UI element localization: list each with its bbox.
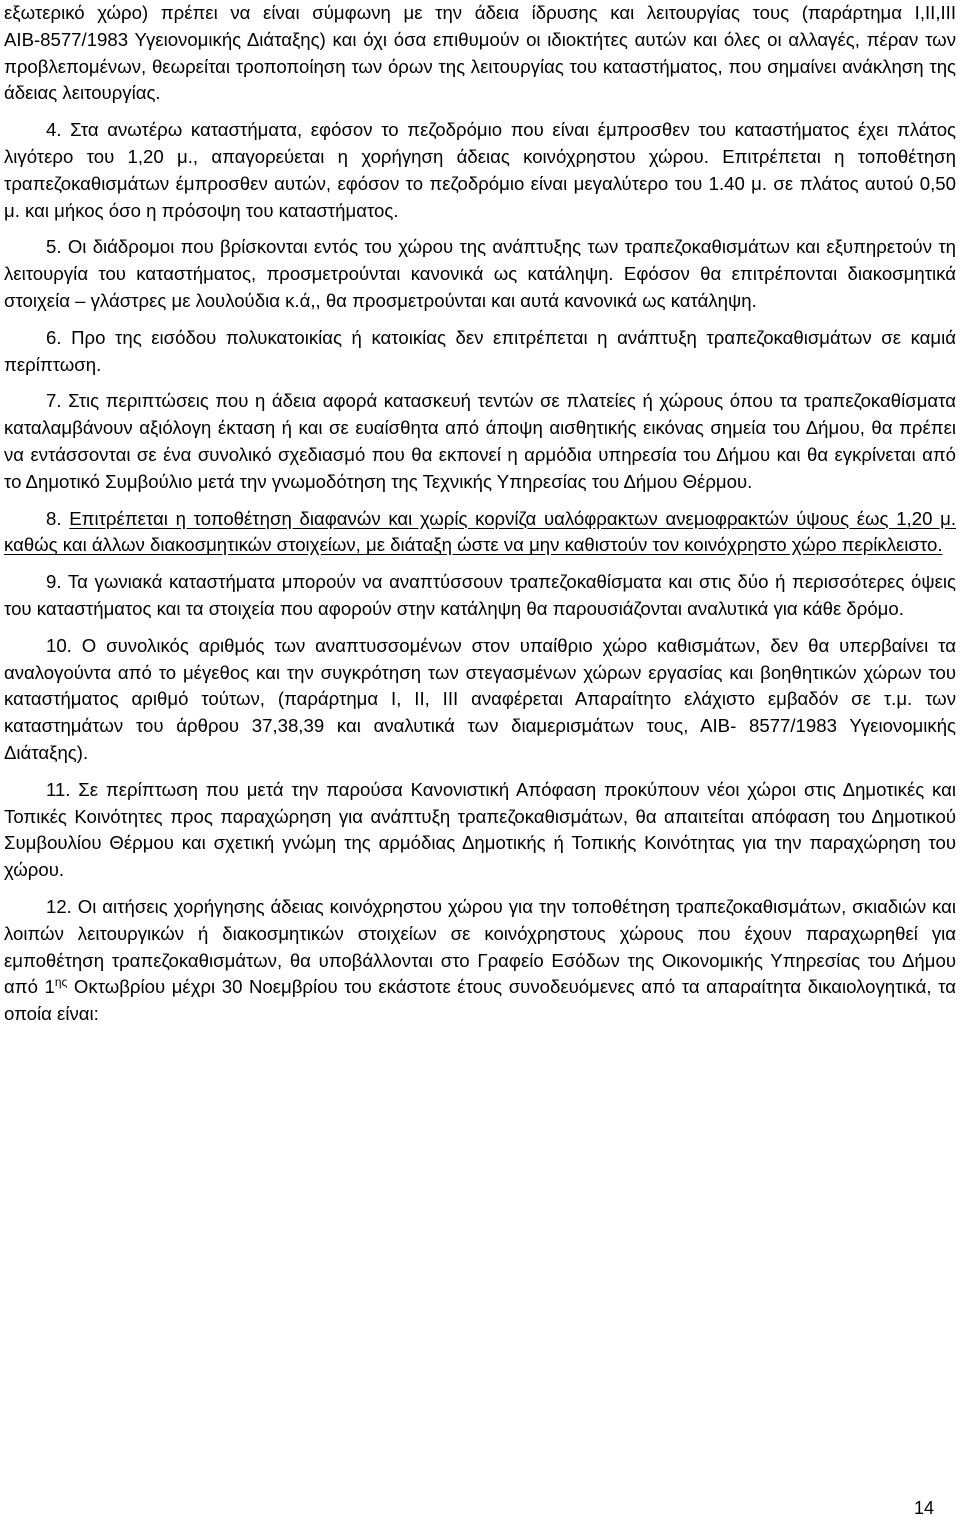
- paragraph-number: 12.: [46, 895, 72, 917]
- paragraph-number: 10.: [46, 634, 72, 656]
- paragraph-10: [4, 633, 956, 767]
- paragraph-number: 6.: [46, 326, 62, 348]
- page-number: 14: [913, 1498, 934, 1518]
- paragraph-text-underlined: Επιτρέπεται η τοποθέτηση διαφανών και χωρίς κορνίζα υαλόφρακτων ανεμοφρακτών ύψους έως 1,20 μ. καθώς και άλλων διακοσμητικών στοιχείων, με διάταξη ώστε να μην καθιστούν τον κοινόχρηστο χώρο περίκλειστο.: [4, 507, 956, 556]
- paragraph-text: Προ της εισόδου πολυκατοικίας ή κατοικίας δεν επιτρέπεται η ανάπτυξη τραπεζοκαθισμάτων σε καμιά περίπτωση.: [4, 326, 956, 375]
- paragraph-text: Τα γωνιακά καταστήματα μπορούν να αναπτύσσουν τραπεζοκαθίσματα και στις δύο ή περισσότερες όψεις του καταστήματος και τα στοιχεία που αφορούν στην κατάληψη θα παρουσιάζονται αναλυτικά για κάθε δρόμο.: [4, 571, 956, 619]
- paragraph-text-continued: Οκτωβρίου μέχρι 30 Νοεμβρίου του εκάστοτε έτους συνοδευόμενες από τα απαραίτητα δικαιολογητικά, τα οποία είναι:: [4, 976, 956, 1025]
- paragraph-text: Στις περιπτώσεις που η άδεια αφορά κατασκευή τεντών σε πλατείες ή χώρους όπου τα τραπεζοκαθίσματα καταλαμβάνουν αξιόλογη έκταση ή και σε ευαίσθητα από άποψη αισθητικής εικόνας σημεία του Δήμου, θα πρέπει να εντάσσονται σε ένα συνολικό σχεδιασμό που θα εκπονεί η αρμόδια υπηρεσία του Δήμου και θα εγκρίνεται από το Δημοτικό Συμβούλιο μετά την γνωμοδότηση της Τεχνικής Υπηρεσίας του Δήμου Θέρμου.: [4, 390, 956, 492]
- paragraph-8: [4, 506, 956, 560]
- document-page: [4, 0, 956, 1028]
- ordinal-superscript: ης: [54, 975, 68, 990]
- paragraph-6: [4, 325, 956, 379]
- paragraph-7: [4, 388, 956, 495]
- paragraph-text: εξωτερικό χώρο) πρέπει να είναι σύμφωνη με την άδεια ίδρυσης και λειτουργίας τους (παράρτημα Ι,ΙΙ,ΙΙΙ ΑΙΒ-8577/1983 Υγειονομικής Διάταξης) και όχι όσα επιθυμούν οι ιδιοκτήτες αυτών και όλες οι αλλαγές, πέραν των προβλεπομένων, θεωρείται τροποποίηση των όρων της λειτουργίας του καταστήματος, που σημαίνει ανάκληση της άδειας λειτουργίας.: [4, 2, 956, 104]
- paragraph-text: Σε περίπτωση που μετά την παρούσα Κανονιστική Απόφαση προκύπουν νέοι χώροι στις Δημοτικές και Τοπικές Κοινότητες προς παραχώρηση για ανάπτυξη τραπεζοκαθισμάτων, θα απαιτείται απόφαση του Δημοτικού Συμβουλίου Θέρμου και σχετική γνώμη της αρμόδιας Δημοτικής ή Τοπικής Κοινότητας για την παραχώρηση του χώρου.: [4, 778, 956, 881]
- paragraph-number: 4.: [46, 119, 62, 141]
- paragraph-text: Ο συνολικός αριθμός των αναπτυσσομένων στον υπαίθριο χώρο καθισμάτων, δεν θα υπερβαίνει τα αναλογούντα από το μέγεθος και την συγκρότηση των στεγασμένων χώρων εργασίας και βοηθητικών χώρων του καταστήματος αριθμό τούτων, (παράρτημα Ι, ΙΙ, ΙΙΙ αναφέρεται Απαραίτητο ελάχιστο εμβαδόν σε τ.μ. των καταστημάτων του άρθρου 37,38,39 και αναλυτικά των διαμερισμάτων τους, ΑΙΒ- 8577/1983 Υγειονομικής Διάταξης).: [4, 634, 956, 763]
- paragraph-number: 11.: [46, 778, 71, 800]
- paragraph-text: Οι διάδρομοι που βρίσκονται εντός του χώρου της ανάπτυξης των τραπεζοκαθισμάτων και εξυπηρετούν τη λειτουργία του καταστήματος, προσμετρούνται κανονικά ως κατάληψη. Εφόσον θα επιτρέπονται διακοσμητικά στοιχεία – γλάστρες με λουλούδια κ.ά,, θα προσμετρούνται και αυτά κανονικά ως κατάληψη.: [4, 236, 956, 311]
- paragraph-number: 5.: [46, 236, 62, 258]
- paragraph-11: [4, 777, 956, 884]
- paragraph-12: [4, 894, 956, 1028]
- paragraph-number: 7.: [46, 390, 62, 412]
- paragraph-continuation: [4, 0, 956, 107]
- paragraph-number: 8.: [46, 507, 62, 529]
- paragraph-4: [4, 117, 956, 224]
- paragraph-text: Οι αιτήσεις χορήγησης άδειας κοινόχρηστου χώρου για την τοποθέτηση τραπεζοκαθισμάτων, σκιαδιών και λοιπών λειτουργικών ή διακοσμητικών στοιχείων σε κοινόχρηστους χώρους που έχουν παραχωρηθεί για εμποθέτηση τραπεζοκαθισμάτων, θα υποβάλλονται στο Γραφείο Εσόδων της Οικονομικής Υπηρεσίας του Δήμου από 1: [4, 895, 956, 998]
- paragraph-number: 9.: [46, 571, 62, 593]
- paragraph-5: [4, 234, 956, 314]
- paragraph-text: Στα ανωτέρω καταστήματα, εφόσον το πεζοδρόμιο που είναι έμπροσθεν του καταστήματος έχει πλάτος λιγότερο του 1,20 μ., απαγορεύεται η χορήγηση άδειας κοινόχρηστου χώρου. Επιτρέπεται η τοποθέτηση τραπεζοκαθισμάτων έμπροσθεν αυτών, εφόσον το πεζοδρόμιο είναι μεγαλύτερο του 1.40 μ. σε πλάτος αυτού 0,50 μ. και μήκος όσο η πρόσοψη του καταστήματος.: [4, 119, 956, 221]
- paragraph-9: [4, 569, 956, 623]
